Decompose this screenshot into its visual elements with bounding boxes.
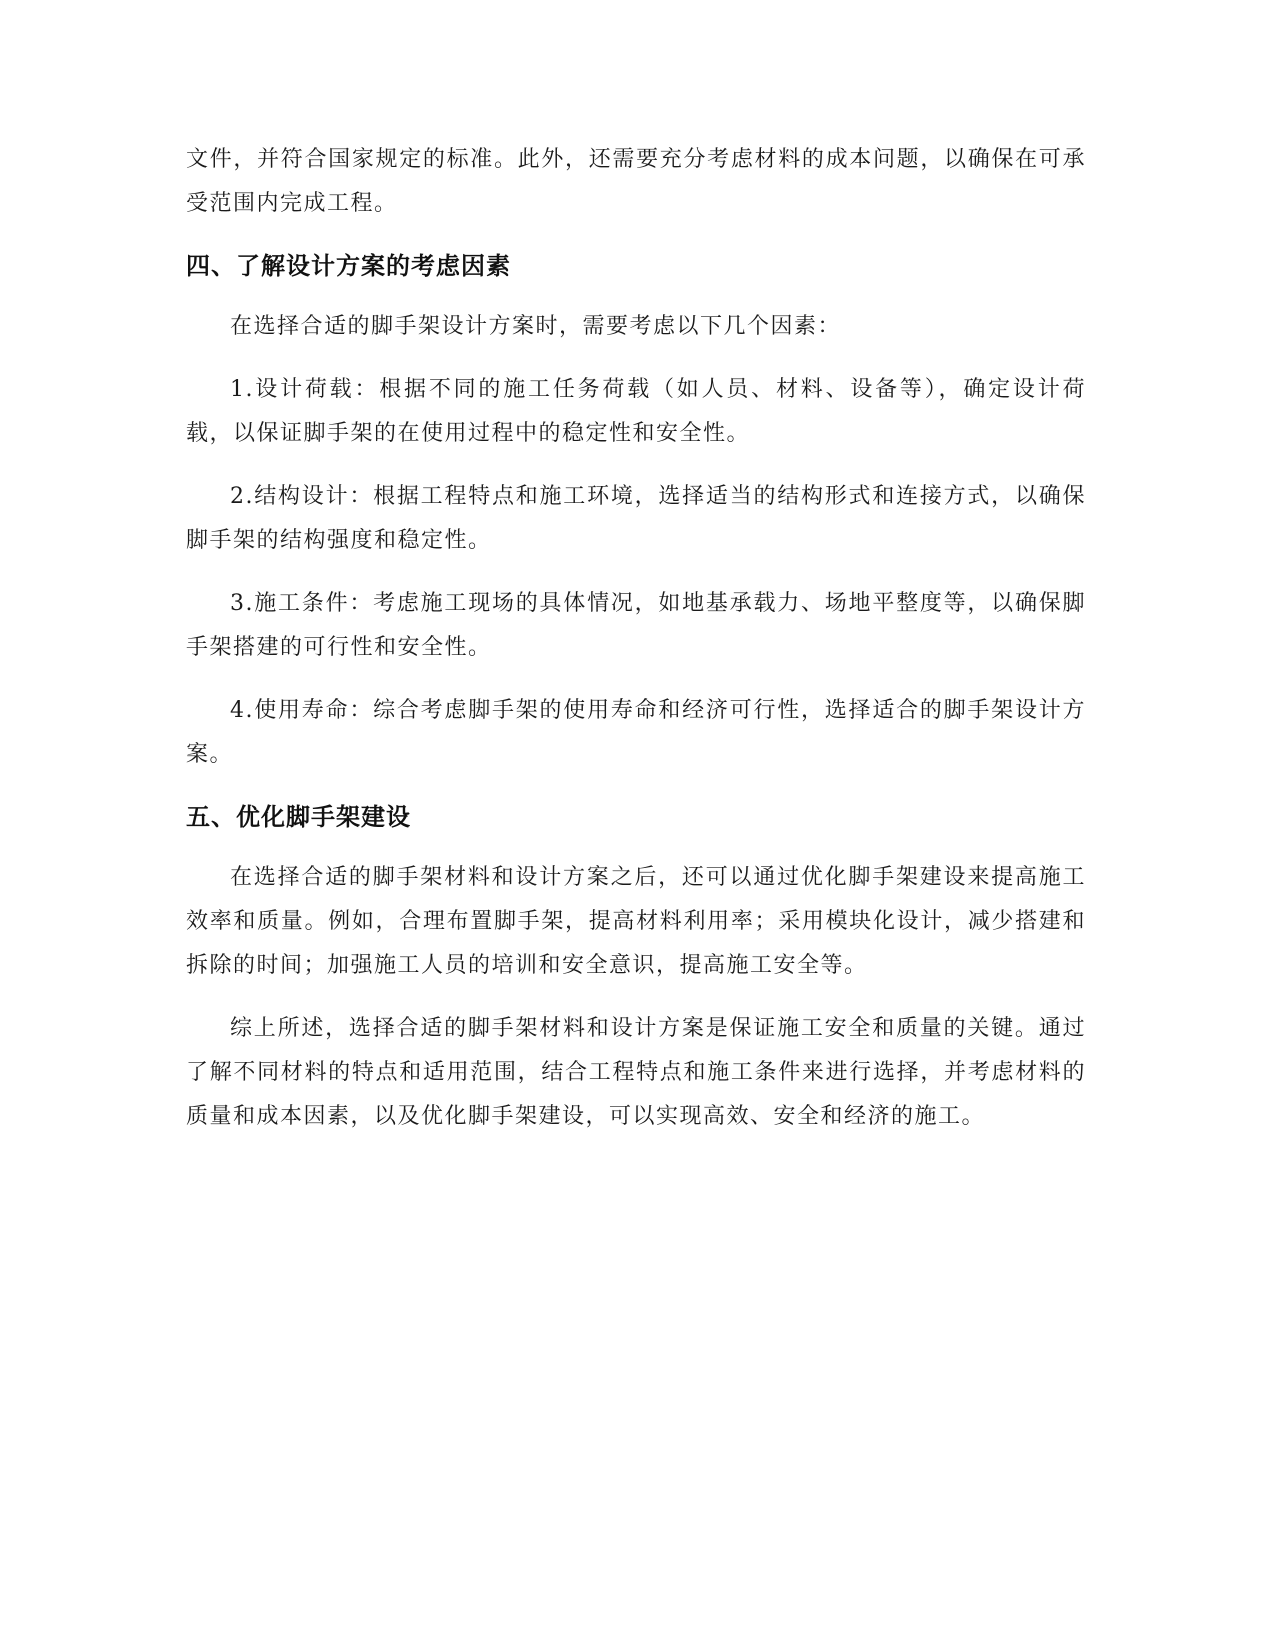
- section-heading-optimize: 五、优化脚手架建设: [186, 803, 411, 831]
- list-item-design-load: 1.设计荷载：根据不同的施工任务荷载（如人员、材料、设备等），确定设计荷载，以保证脚手架的在使用过程中的稳定性和安全性。: [186, 377, 1086, 446]
- section-heading-design-factors: 四、了解设计方案的考虑因素: [186, 252, 511, 280]
- intro-paragraph: 文件，并符合国家规定的标准。此外，还需要充分考虑材料的成本问题，以确保在可承受范围内完成工程。: [186, 147, 1086, 216]
- list-item-service-life: 4.使用寿命：综合考虑脚手架的使用寿命和经济可行性，选择适合的脚手架设计方案。: [186, 698, 1086, 767]
- list-item-structural-design: 2.结构设计：根据工程特点和施工环境，选择适当的结构形式和连接方式，以确保脚手架的结构强度和稳定性。: [186, 484, 1086, 553]
- section-lead-paragraph: 在选择合适的脚手架设计方案时，需要考虑以下几个因素：: [230, 314, 842, 339]
- optimize-paragraph: 在选择合适的脚手架材料和设计方案之后，还可以通过优化脚手架建设来提高施工效率和质量。例如，合理布置脚手架，提高材料利用率；采用模块化设计，减少搭建和拆除的时间；加强施工人员的培训和安全意识，提高施工安全等。: [186, 865, 1086, 978]
- list-item-construction-conditions: 3.施工条件：考虑施工现场的具体情况，如地基承载力、场地平整度等，以确保脚手架搭建的可行性和安全性。: [186, 591, 1086, 660]
- document-body: [186, 138, 1086, 1139]
- conclusion-paragraph: 综上所述，选择合适的脚手架材料和设计方案是保证施工安全和质量的关键。通过了解不同材料的特点和适用范围，结合工程特点和施工条件来进行选择，并考虑材料的质量和成本因素，以及优化脚手架建设，可以实现高效、安全和经济的施工。: [186, 1016, 1086, 1129]
